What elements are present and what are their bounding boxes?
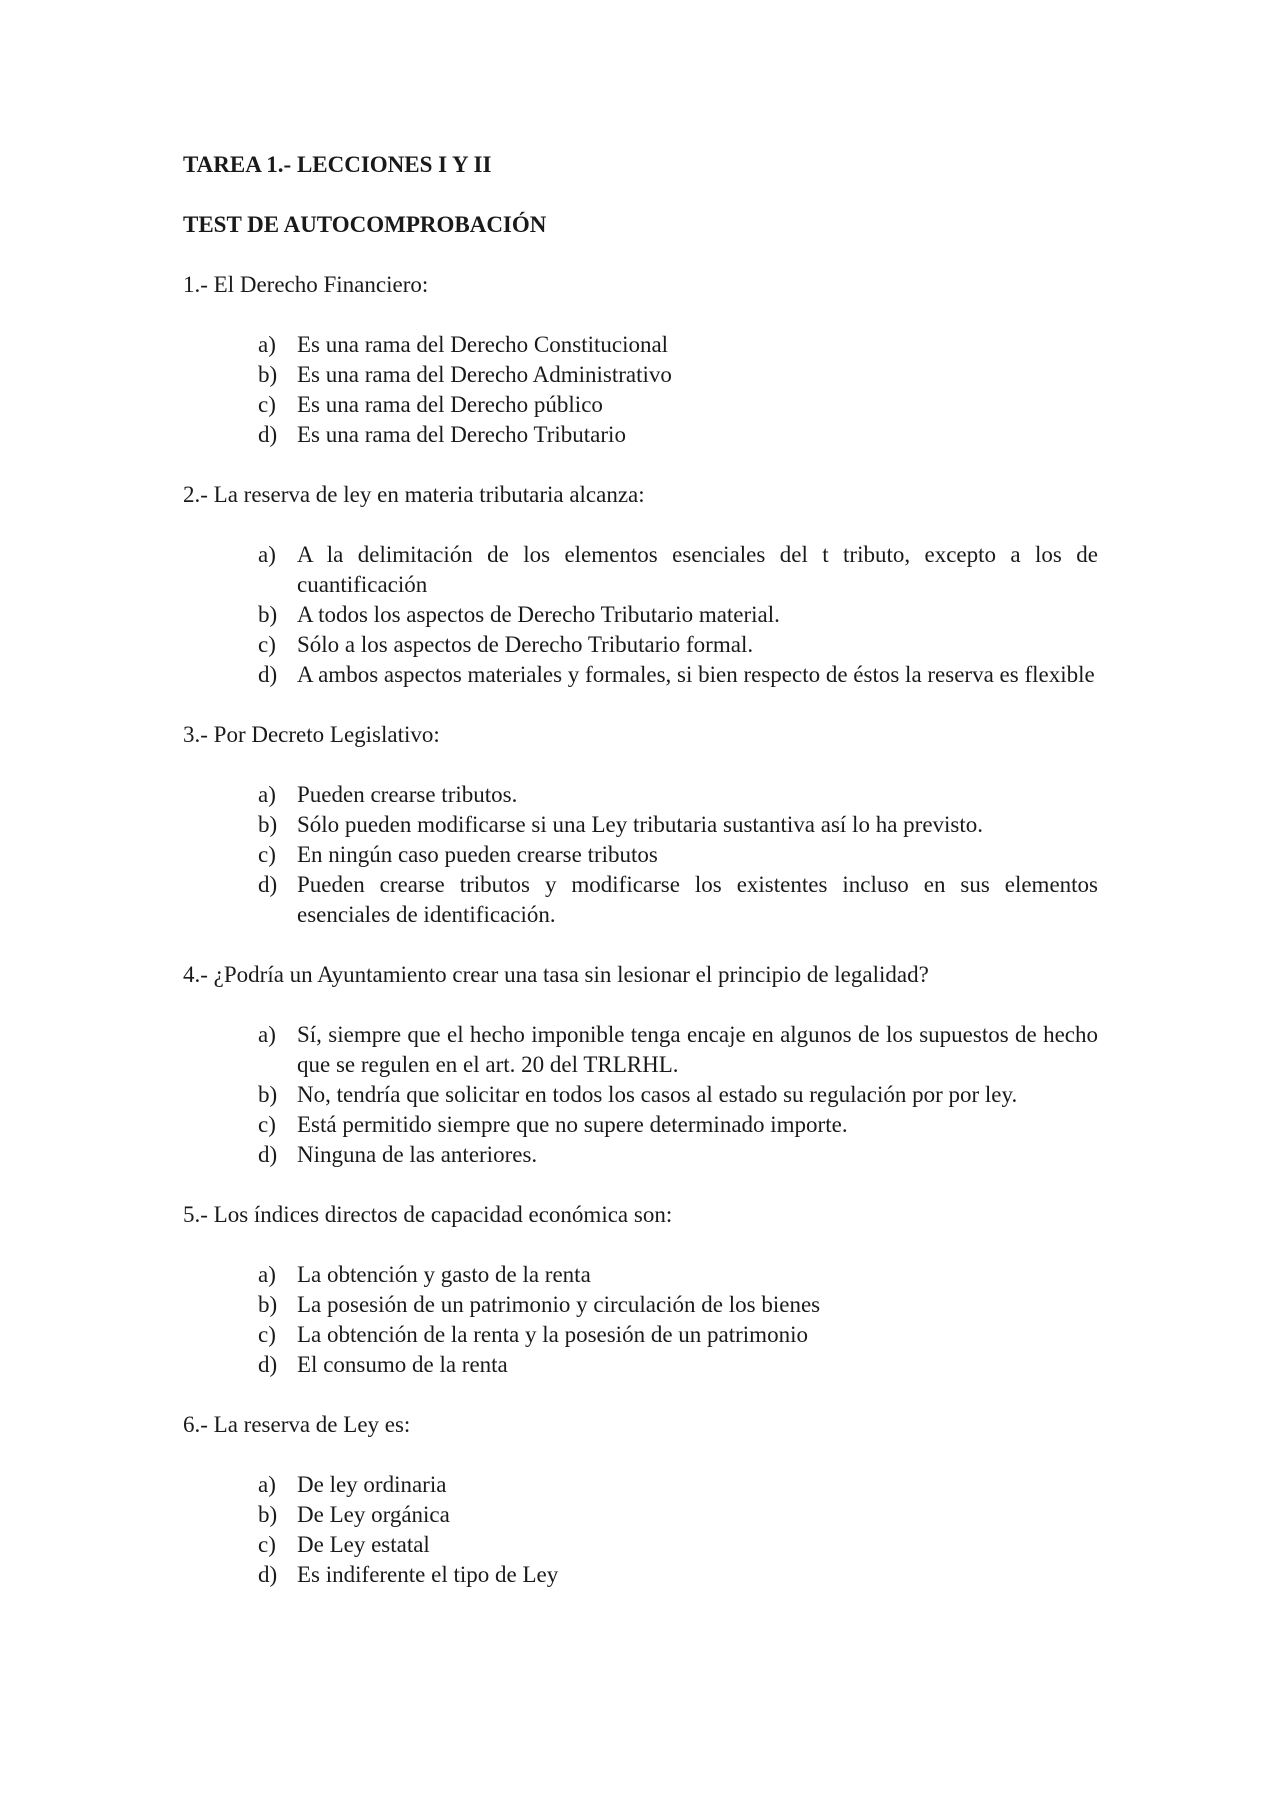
option-letter: a) [258, 1022, 276, 1047]
question-block [183, 960, 1098, 1170]
option-text: Pueden crearse tributos y modificarse los existentes incluso en sus elementos esenciales de identificación. [297, 872, 1098, 927]
option-text: A ambos aspectos materiales y formales, si bien respecto de éstos la reserva es flexible [297, 662, 1095, 687]
document-title: TAREA 1.- LECCIONES I Y II [183, 152, 492, 177]
document-subtitle: TEST DE AUTOCOMPROBACIÓN [183, 212, 547, 237]
option-text: Es una rama del Derecho Administrativo [297, 362, 672, 387]
question-text: 2.- La reserva de ley en materia tributaria alcanza: [183, 482, 645, 507]
option-letter: c) [258, 1322, 276, 1347]
option-text: Es una rama del Derecho Tributario [297, 422, 626, 447]
option-letter: b) [258, 1292, 278, 1317]
option-letter: c) [258, 842, 276, 867]
option-item [258, 660, 1098, 690]
option-letter: b) [258, 1082, 278, 1107]
option-item [258, 1290, 1098, 1320]
document-page [183, 150, 1098, 1620]
option-text: En ningún caso pueden crearse tributos [297, 842, 658, 867]
option-letter: c) [258, 1112, 276, 1137]
option-item [258, 840, 1098, 870]
option-item [258, 1110, 1098, 1140]
option-item [258, 1020, 1098, 1080]
question-block [183, 720, 1098, 930]
option-letter: d) [258, 1352, 278, 1377]
question-block [183, 270, 1098, 450]
option-letter: d) [258, 662, 278, 687]
option-item [258, 420, 1098, 450]
option-letter: a) [258, 332, 276, 357]
question-text: 3.- Por Decreto Legislativo: [183, 722, 440, 747]
option-list [183, 780, 1098, 930]
question-block [183, 1200, 1098, 1380]
option-letter: c) [258, 1532, 276, 1557]
option-text: La obtención y gasto de la renta [297, 1262, 591, 1287]
option-text: Es indiferente el tipo de Ley [297, 1562, 559, 1587]
option-text: No, tendría que solicitar en todos los casos al estado su regulación por por ley. [297, 1082, 1018, 1107]
option-text: De ley ordinaria [297, 1472, 447, 1497]
question-text: 1.- El Derecho Financiero: [183, 272, 429, 297]
option-text: Está permitido siempre que no supere determinado importe. [297, 1112, 848, 1137]
option-letter: a) [258, 1262, 276, 1287]
option-item [258, 1560, 1098, 1590]
option-item [258, 630, 1098, 660]
option-text: La obtención de la renta y la posesión de un patrimonio [297, 1322, 808, 1347]
option-text: Sólo pueden modificarse si una Ley tributaria sustantiva así lo ha previsto. [297, 812, 984, 837]
option-item [258, 360, 1098, 390]
option-list [183, 1260, 1098, 1380]
question-block [183, 480, 1098, 690]
option-item [258, 810, 1098, 840]
option-list [183, 540, 1098, 690]
option-letter: d) [258, 422, 278, 447]
option-letter: c) [258, 632, 276, 657]
option-letter: d) [258, 872, 278, 897]
option-item [258, 390, 1098, 420]
option-item [258, 1140, 1098, 1170]
option-item [258, 1080, 1098, 1110]
question-block [183, 1410, 1098, 1590]
option-item [258, 870, 1098, 930]
option-letter: a) [258, 782, 276, 807]
question-text: 5.- Los índices directos de capacidad económica son: [183, 1202, 673, 1227]
option-item [258, 1260, 1098, 1290]
option-item [258, 1320, 1098, 1350]
option-item [258, 330, 1098, 360]
option-text: De Ley estatal [297, 1532, 430, 1557]
option-letter: a) [258, 542, 276, 567]
option-list [183, 1470, 1098, 1590]
option-item [258, 1350, 1098, 1380]
option-text: Es una rama del Derecho público [297, 392, 603, 417]
option-text: El consumo de la renta [297, 1352, 508, 1377]
option-letter: d) [258, 1142, 278, 1167]
option-item [258, 600, 1098, 630]
option-text: Es una rama del Derecho Constitucional [297, 332, 669, 357]
option-text: Sólo a los aspectos de Derecho Tributario formal. [297, 632, 754, 657]
option-item [258, 1530, 1098, 1560]
option-item [258, 1500, 1098, 1530]
option-text: A la delimitación de los elementos esenciales del t tributo, excepto a los de cuantificación [297, 542, 1098, 597]
question-text: 6.- La reserva de Ley es: [183, 1412, 411, 1437]
option-text: A todos los aspectos de Derecho Tributario material. [297, 602, 780, 627]
option-item [258, 540, 1098, 600]
option-list [183, 330, 1098, 450]
option-letter: b) [258, 602, 278, 627]
option-item [258, 780, 1098, 810]
option-text: Sí, siempre que el hecho imponible tenga encaje en algunos de los supuestos de hecho que se regulen en el art. 20 del TRLRHL. [297, 1022, 1098, 1077]
option-letter: a) [258, 1472, 276, 1497]
option-text: La posesión de un patrimonio y circulación de los bienes [297, 1292, 821, 1317]
option-letter: d) [258, 1562, 278, 1587]
option-text: Pueden crearse tributos. [297, 782, 518, 807]
question-text: 4.- ¿Podría un Ayuntamiento crear una tasa sin lesionar el principio de legalidad? [183, 962, 929, 987]
option-text: De Ley orgánica [297, 1502, 450, 1527]
option-list [183, 1020, 1098, 1170]
option-letter: b) [258, 362, 278, 387]
option-item [258, 1470, 1098, 1500]
option-text: Ninguna de las anteriores. [297, 1142, 538, 1167]
option-letter: b) [258, 1502, 278, 1527]
option-letter: c) [258, 392, 276, 417]
option-letter: b) [258, 812, 278, 837]
